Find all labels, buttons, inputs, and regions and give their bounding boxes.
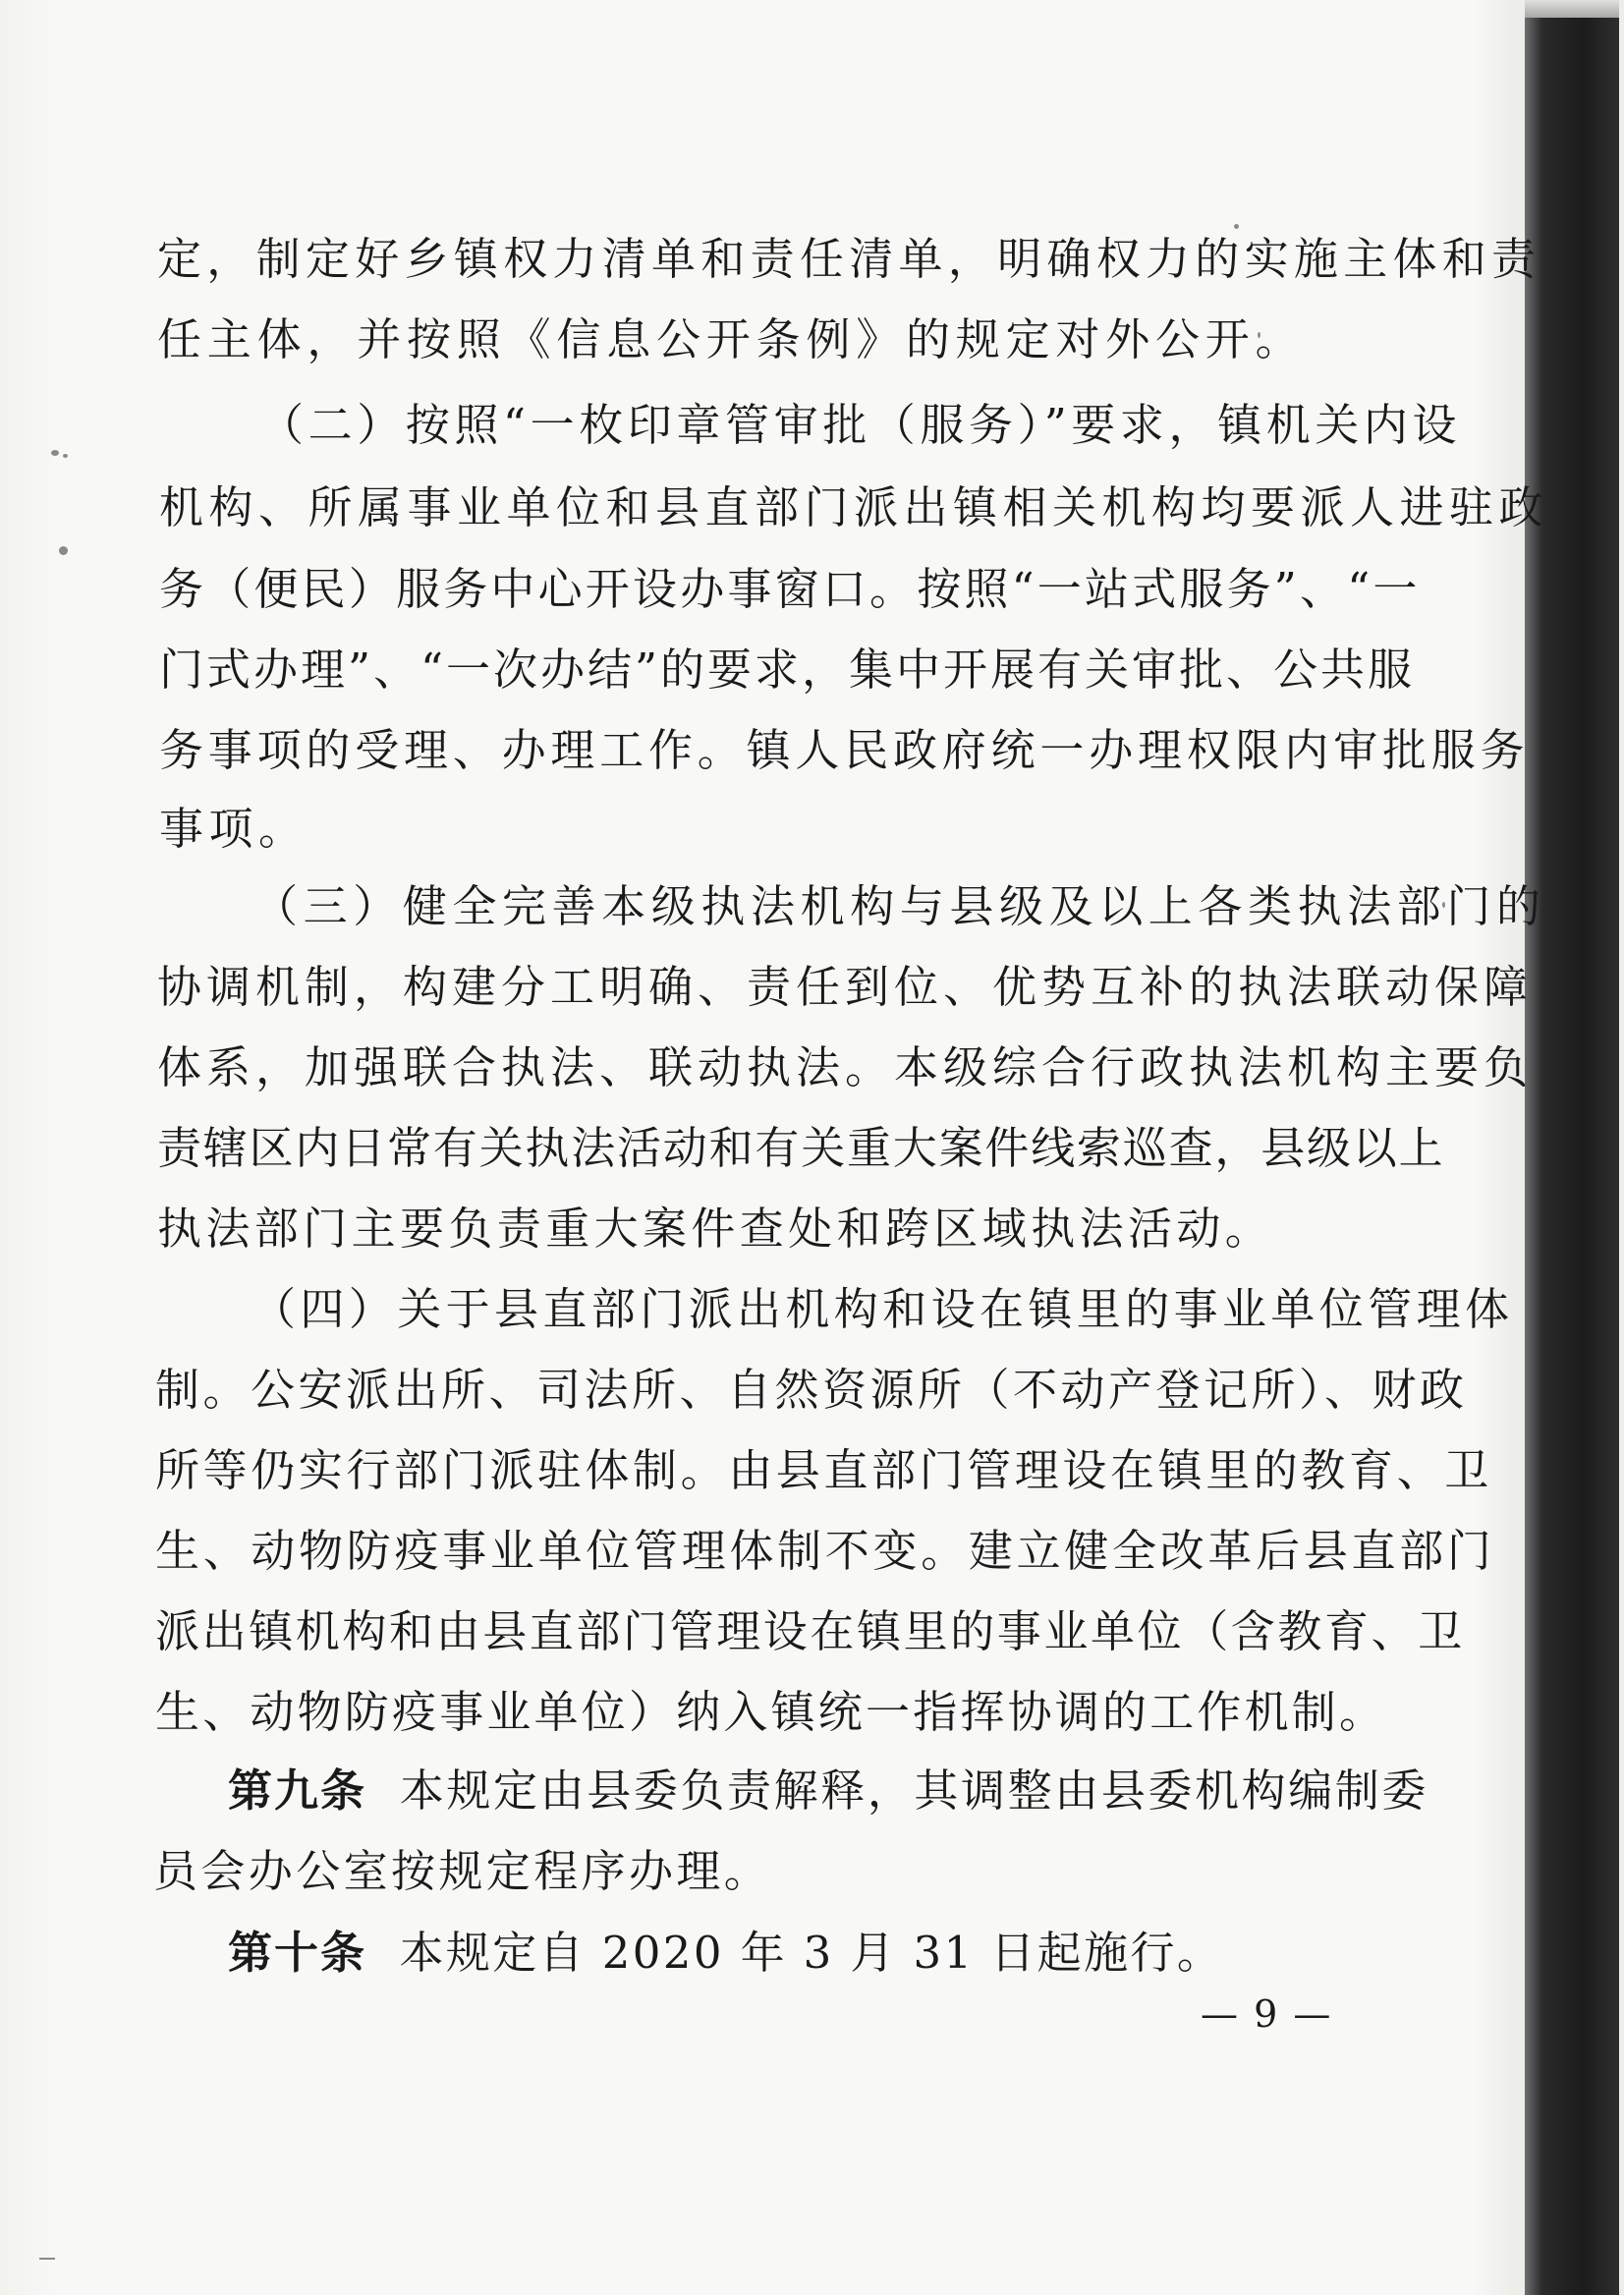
- article-10-label: 第十条: [228, 1927, 367, 1979]
- text-line: 执法部门主要负责重大案件查处和跨区域执法活动。: [157, 1203, 1274, 1255]
- article-9: [228, 1762, 1428, 1820]
- text-line: 生、动物防疫事业单位管理体制不变。建立健全改革后县直部门: [155, 1525, 1495, 1577]
- text-line: 责辖区内日常有关执法活动和有关重大案件线索巡查，县级以上: [157, 1122, 1445, 1174]
- text-line: 机构、所属事业单位和县直部门派出镇相关机构均要派人进驻政: [159, 481, 1549, 533]
- text-line: 员会办公室按规定程序办理。: [153, 1845, 772, 1897]
- page-number: — 9 —: [1201, 1992, 1333, 2036]
- text-line: 协调机制，构建分工明确、责任到位、优势互补的执法联动保障: [157, 961, 1534, 1013]
- text-line: 务（便民）服务中心开设办事窗口。按照“一站式服务”、“一: [159, 563, 1421, 615]
- text-line: 生、动物防疫事业单位）纳入镇统一指挥协调的工作机制。: [155, 1686, 1387, 1738]
- article-10: [228, 1924, 1223, 1983]
- text-line: 任主体，并按照《信息公开条例》的规定对外公开。: [157, 313, 1306, 365]
- article-9-label: 第九条: [228, 1764, 367, 1817]
- text-line: 事项。: [159, 803, 308, 855]
- text-line: 定，制定好乡镇权力清单和责任清单，明确权力的实施主体和责: [157, 233, 1541, 285]
- text-line: 所等仍实行部门派驻体制。由县直部门管理设在镇里的教育、卫: [155, 1444, 1492, 1496]
- text-line: 体系，加强联合执法、联动执法。本级综合行政执法机构主要负: [157, 1041, 1534, 1093]
- article-9-text: 本规定由县委负责解释，其调整由县委机构编制委: [399, 1764, 1429, 1817]
- text-line: （四）关于县直部门派出机构和设在镇里的事业单位管理体: [252, 1283, 1514, 1335]
- article-10-text: 本规定自 2020 年 3 月 31 日起施行。: [399, 1927, 1224, 1979]
- text-line: （三）健全完善本级执法机构与县级及以上各类执法部门的: [253, 880, 1546, 932]
- text-line: 务事项的受理、办理工作。镇人民政府统一办理权限内审批服务: [159, 724, 1530, 776]
- text-line: 制。公安派出所、司法所、自然资源所（不动产登记所）、财政: [155, 1364, 1468, 1416]
- text-line: （二）按照“一枚印章管审批（服务）”要求，镇机关内设: [259, 399, 1462, 451]
- text-line: 派出镇机构和由县直部门管理设在镇里的事业单位（含教育、卫: [155, 1605, 1465, 1657]
- text-line: 门式办理”、“一次办结”的要求，集中开展有关审批、公共服: [159, 644, 1416, 696]
